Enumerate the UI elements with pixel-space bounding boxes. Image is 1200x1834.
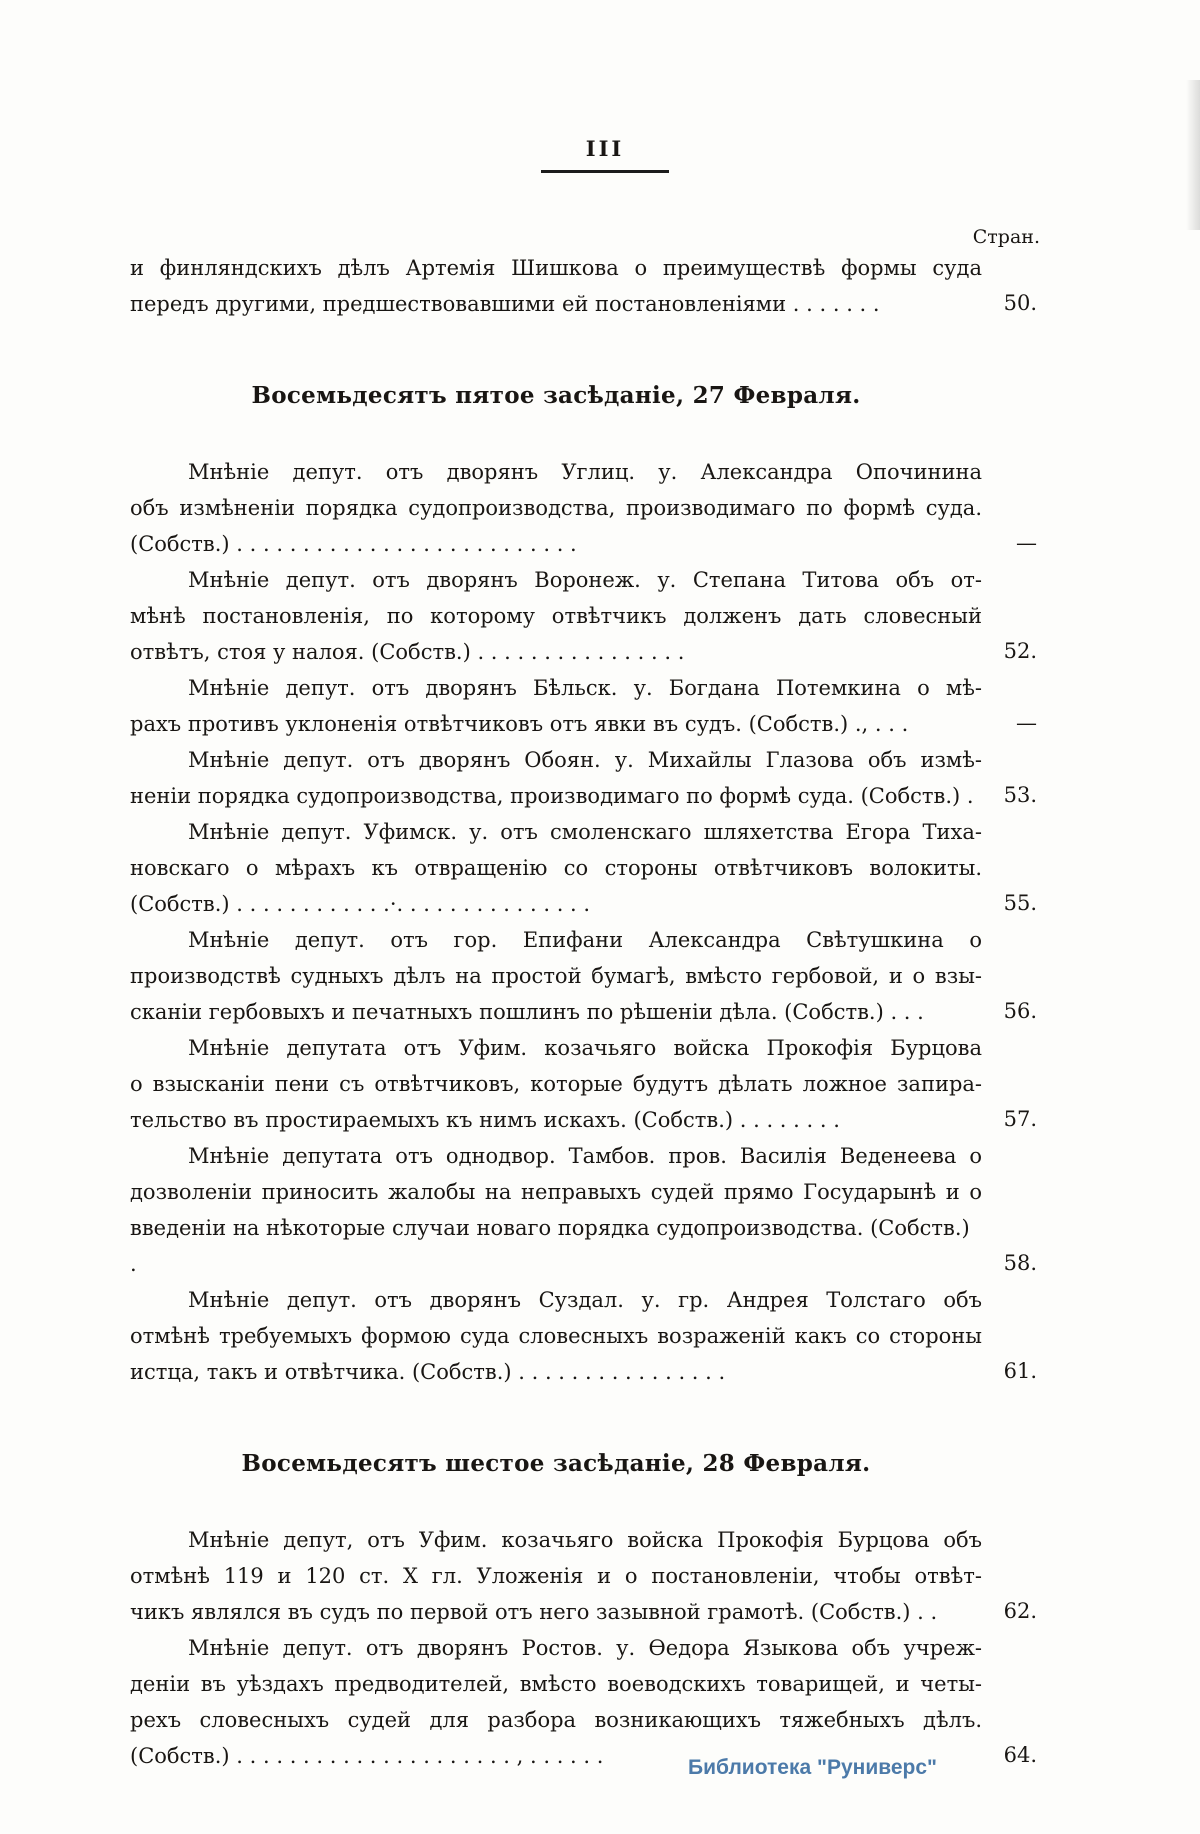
toc-entry-text [130,922,982,1030]
toc-entry-line: Мнѣніе депут. отъ дворянъ Суздал. у. гр. Андрея Толстаго объ [188,1288,982,1312]
toc-entry-pagenum: — [1016,711,1037,735]
toc-entry [130,1282,1037,1390]
toc-entry-line: Мнѣніе депут. отъ дворянъ Бѣльск. у. Богдана Потемкина о мѣ- [188,676,982,700]
toc-entry-line: введеніи на нѣкоторые случаи новаго порядка судопроизводства. (Собств.) . [130,1216,970,1276]
toc-entry-pagenum: 61. [1003,1359,1037,1383]
toc-entry [130,670,1037,742]
toc-entry-line: (Собств.) . . . . . . . . . . . .·. . . . . . . . . . . . . . . [130,892,591,916]
page-number-roman: III [585,136,625,161]
folio-rule [541,170,669,173]
toc-entry-line: рахъ противъ уклоненія отвѣтчиковъ отъ явки въ судъ. (Собств.) ., . . . [130,712,909,736]
toc-entry [130,742,1037,814]
toc-entry-line: о взысканіи пени съ отвѣтчиковъ, которые будутъ дѣлать ложное запира- [130,1072,982,1096]
toc-entry-line: (Собств.) . . . . . . . . . . . . . . . . . . . . . . . . . . [130,532,577,556]
toc-entry-pagenum: 53. [1003,783,1037,807]
toc-entry [130,454,1037,562]
toc-entry-line: Мнѣніе депут. отъ гор. Епифани Александра Свѣтушкина о [188,928,982,952]
library-watermark: Библиотека "Руниверс" [688,1756,938,1779]
toc-entry-pagenum: 55. [1003,891,1037,915]
page-column-header: Стран. [972,226,1040,248]
toc-entry-line: отмѣнѣ требуемыхъ формою суда словесныхъ возраженій какъ со стороны [130,1324,982,1348]
toc-entry-line: тельство въ простираемыхъ къ нимъ искахъ. (Собств.) . . . . . . . . [130,1108,840,1132]
toc-entry-pagenum: 56. [1003,999,1037,1023]
toc-entry-line: Мнѣніе депут. Уфимск. у. отъ смоленскаго шляхетства Егора Тиха- [188,820,982,844]
toc-entry-line: Мнѣніе депутата отъ однодвор. Тамбов. пров. Василія Веденеева о [188,1144,982,1168]
toc-entry-line: отмѣнѣ 119 и 120 ст. X гл. Уложенія и о постановленіи, чтобы отвѣт- [130,1564,982,1588]
toc-entry-text [130,562,982,670]
toc-entry-text [130,1282,982,1390]
toc-entry [130,1030,1037,1138]
toc-entry-line: рехъ словесныхъ судей для разбора возникающихъ тяжебныхъ дѣлъ. [130,1708,982,1732]
toc-entry-text [130,670,982,742]
toc-entry-line: сканіи гербовыхъ и печатныхъ пошлинъ по рѣшеніи дѣла. (Собств.) . . . [130,1000,924,1024]
toc-entry-line: чикъ являлся въ судъ по первой отъ него зазывной грамотѣ. (Собств.) . . [130,1600,938,1624]
toc-entry-text [130,454,982,562]
toc-entry-line: Мнѣніе депут. отъ дворянъ Воронеж. у. Степана Титова объ от- [188,568,982,592]
toc-entry-line: Мнѣніе депут, отъ Уфим. козачьяго войска Прокофія Бурцова объ [188,1528,982,1552]
toc-entry-text [130,1030,982,1138]
toc-entry-line: деніи въ уѣздахъ предводителей, вмѣсто воеводскихъ товарищей, и четы- [130,1672,982,1696]
toc-entry-line: Мнѣніе депут. отъ дворянъ Обоян. у. Михайлы Глазова объ измѣ- [188,748,982,772]
toc-entry-line: Мнѣніе депут. отъ дворянъ Углиц. у. Александра Опочинина [188,460,982,484]
toc-entry [130,1630,1037,1774]
toc-entry-line: дозволеніи приносить жалобы на неправыхъ судей прямо Государынѣ и о [130,1180,982,1204]
toc-entry-line: передъ другими, предшествовавшими ей постановленіями . . . . . . . [130,292,880,316]
toc-entry [130,562,1037,670]
toc-entry-text [130,250,982,322]
toc-entry [130,814,1037,922]
toc-entry-pagenum: 62. [1003,1599,1037,1623]
page-folio [5,136,1200,173]
toc-entry [130,1522,1037,1630]
toc-entry-line: производствѣ судныхъ дѣлъ на простой бумагѣ, вмѣсто гербовой, и о взы- [130,964,982,988]
toc-entry-pagenum: 64. [1003,1743,1037,1767]
toc-entry-line: истца, такъ и отвѣтчика. (Собств.) . . . . . . . . . . . . . . . . [130,1360,726,1384]
toc-entry-line: отвѣтъ, стоя у налоя. (Собств.) . . . . . . . . . . . . . . . . [130,640,685,664]
toc-entry-line: объ измѣненіи порядка судопроизводства, производимаго по формѣ суда. [130,496,982,520]
toc-entry-text [130,1630,982,1774]
toc-entry-pagenum: 57. [1003,1107,1037,1131]
toc-entry-line: неніи порядка судопроизводства, производимаго по формѣ суда. (Собств.) . [130,784,974,808]
toc-entry-line: мѣнѣ постановленія, по которому отвѣтчикъ долженъ дать словесный [130,604,982,628]
toc-entry-line: и финляндскихъ дѣлъ Артемія Шишкова о преимуществѣ формы суда [130,256,982,280]
toc-entry-pagenum: 52. [1003,639,1037,663]
toc-entry-line: Мнѣніе депут. отъ дворянъ Ростов. у. Ѳедора Языкова объ учреж- [188,1636,982,1660]
toc-entry [130,1138,1037,1282]
toc-entry [130,250,1037,322]
toc-entry-line: (Собств.) . . . . . . . . . . . . . . . . . . . . . , . . . . . . [130,1744,604,1768]
toc-entry-text [130,742,982,814]
toc-entry-pagenum: — [1016,531,1037,555]
toc-entry-pagenum: 58. [1003,1251,1037,1275]
toc-entry-pagenum: 50. [1003,291,1037,315]
session-heading: Восемьдесятъ шестое засѣданіе, 28 Февраля. [241,1450,871,1477]
toc-entry-line: новскаго о мѣрахъ къ отвращенію со стороны отвѣтчиковъ волокиты. [130,856,982,880]
toc-entry [130,922,1037,1030]
toc-entry-text [130,1522,982,1630]
session-heading: Восемьдесятъ пятое засѣданіе, 27 Февраля. [251,382,861,409]
toc-entry-text [130,1138,982,1282]
table-of-contents [130,250,1037,1774]
toc-entry-line: Мнѣніе депутата отъ Уфим. козачьяго войска Прокофія Бурцова [188,1036,982,1060]
toc-entry-text [130,814,982,922]
